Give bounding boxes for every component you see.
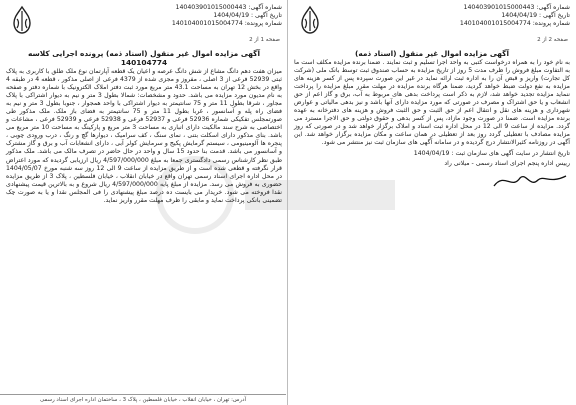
announcement-header xyxy=(294,3,570,47)
file-number: شماره پرونده: 140104001015004774 xyxy=(459,20,570,28)
announcement-meta xyxy=(172,4,282,29)
announcement-number: شماره آگهی: 140403901015000443 xyxy=(463,4,570,11)
announcement-date: تاریخ آگهی : 1404/04/19 xyxy=(501,12,570,20)
page-number: صفحه 2 از 2 xyxy=(537,37,568,43)
page-number: صفحه 1 از 2 xyxy=(249,37,280,43)
column-divider xyxy=(287,0,288,405)
signature-icon xyxy=(490,170,570,192)
announcement-date: تاریخ آگهی : 1404/04/19 xyxy=(213,12,282,20)
announcement-page-2 xyxy=(290,0,576,405)
announcement-header xyxy=(6,3,282,47)
iran-emblem-icon xyxy=(296,5,324,35)
announcement-meta xyxy=(460,4,570,29)
announcement-body: میزان هفت دهم دانگ مشاع از شش دانگ عرصه و اعیان یک قطعه آپارتمان نوع ملک طلق با کاربری به پلاک ثبتی 52939 فرعی از 3 اصلی ، مفروز و مجزی شده از 4379 فرعی از اصلی مذکور ، قطعه 4 در طبقه 4 واقع در بخش 12 تهران به مساحت 43.1 متر مربع مورد ثبت دفتر املاک الکترونیک با شماره دفتر و صفحه به نام مدیون مورد مزایده می باشد. حدود و مشخصات: شمالا بطول 3 متر و نیم به دیوار اشتراکی با پلاک مجاور ، شرقا بطول 11 متر و 75 سانتیمتر به دیوار اشتراکی با واحد همجوار ، جنوبا بطول 3 متر و نیم به فضای راه پله و آسانسور ، غربا بطول 11 متر و 75 سانتیمتر به فضای باز ملک. ملک مذکور طی صورتمجلس تفکیکی شماره 52936 فرعی و 52937 فرعی و 52938 فرعی و 52939 فرعی ، مشاعات و اختصاصی به شرح سند مالکیت دارای انباری به مساحت 3 متر مربع و پارکینگ به مساحت 10 متر مربع می باشد. بنای مذکور دارای اسکلت بتنی ، نمای سنگ ، کف سرامیک ، دیوارها گچ و رنگ ، درب ورودی چوبی ، پنجره ها آلومینیومی ، سیستم گرمایش پکیج و سرمایش کولر آبی ، دارای انشعابات آب و برق و گاز مشترک و آسانسور می باشد. قدمت بنا حدود 15 سال و واحد در حال حاضر در تصرف مالک می باشد. ملک مذکور طبق نظر کارشناس رسمی دادگستری جمعا به مبلغ 4/597/000/000 ریال ارزیابی گردیده که مورد اعتراض قرار نگرفته و قطعی شده است و از طریق مزایده از ساعت 9 الی 12 روز سه شنبه مورخ 1404/05/07 در محل اداره اجرای اسناد رسمی تهران واقع در خیابان انقلاب ، خیابان فلسطین ، پلاک 3 از طریق مزایده حضوری به فروش می رسد. مزایده از مبلغ پایه 4/597/000/000 ریال شروع و به بالاترین قیمت پیشنهادی نقدا فروخته می شود. خریدار می بایست ده درصد مبلغ پیشنهادی را فی المجلس نقدا و یا به صورت چک تضمینی بانکی پرداخت نماید و مابقی را ظرف مهلت مقرر واریز نماید. xyxy=(6,68,283,204)
announcement-number: شماره آگهی: 140403901015000443 xyxy=(175,4,282,11)
file-number: شماره پرونده: 140104001015004774 xyxy=(171,20,282,28)
iran-emblem-icon xyxy=(8,5,36,35)
announcement-page-1 xyxy=(0,0,286,405)
announcement-title: آگهی مزایده اموال غیر منقول (اسناد ذمه) پرونده اجرایی کلاسه 140104774 xyxy=(27,49,261,67)
announcement-title: آگهی مزایده اموال غیر منقول (اسناد ذمه) xyxy=(354,49,510,58)
address-footer: آدرس: تهران ، خیابان انقلاب ، خیابان فلسطین ، پلاک 3 ، ساختمان اداره اجرای اسناد رسمی xyxy=(0,394,286,405)
signatory: رییس اداره پنجم اجرای اسناد رسمی - میلانی راد xyxy=(444,159,570,167)
publish-date: تاریخ انتشار در سایت آگهی های سازمان ثبت : 1404/04/19 xyxy=(413,149,570,157)
announcement-body: به نام خود را به همراه درخواست کتبی به واحد اجرا تسلیم و ثبت نمایند . ضمنا برنده مزایده مکلف است ما به التفاوت مبلغ فروش را ظرف مدت 5 روز از تاریخ مزایده به حساب صندوق ثبت توسط بانک ملی (شرکت کل تجارت) واریز و قبض آن را به اداره ثبت ارائه نماید در غیر این صورت سپرده پس از کسر هزینه های مزایده به نفع دولت ضبط خواهد گردید، ضمنا هرگاه برنده مزایده در مهلت مقرر مبلغ مزایده را پرداخت ننماید مزایده تجدید خواهد شد، لازم به ذکر است پرداخت بدهی های مربوط به آب، برق و گاز اعم از حق انشعاب و یا حق اشتراک و مصرف در صورتی که مورد مزایده دارای آنها باشد و نیز بدهی مالیاتی و عوارض شهرداری و هزینه های نقل و انتقال اعم از حق الثبت و حق الثبت فروش و هزینه های دفترخانه به عهده برنده مزایده است. ضمنا در صورت وجود مازاد، پس از کسر بدهی و حقوق دولتی و حق الاجرا مسترد می گردد. مزایده از ساعت 9 الی 12 در محل اداره ثبت اسناد و املاک برگزار خواهد شد و در صورتی که روز مزایده مصادف با تعطیلی گردد روز بعد از تعطیلی در همان ساعت و مکان مزایده برگزار خواهد شد. این آگهی در روزنامه کثیرالانتشار درج گردیده و در سامانه آگهی های سازمان ثبت نیز منتشر می شود. xyxy=(294,59,571,147)
